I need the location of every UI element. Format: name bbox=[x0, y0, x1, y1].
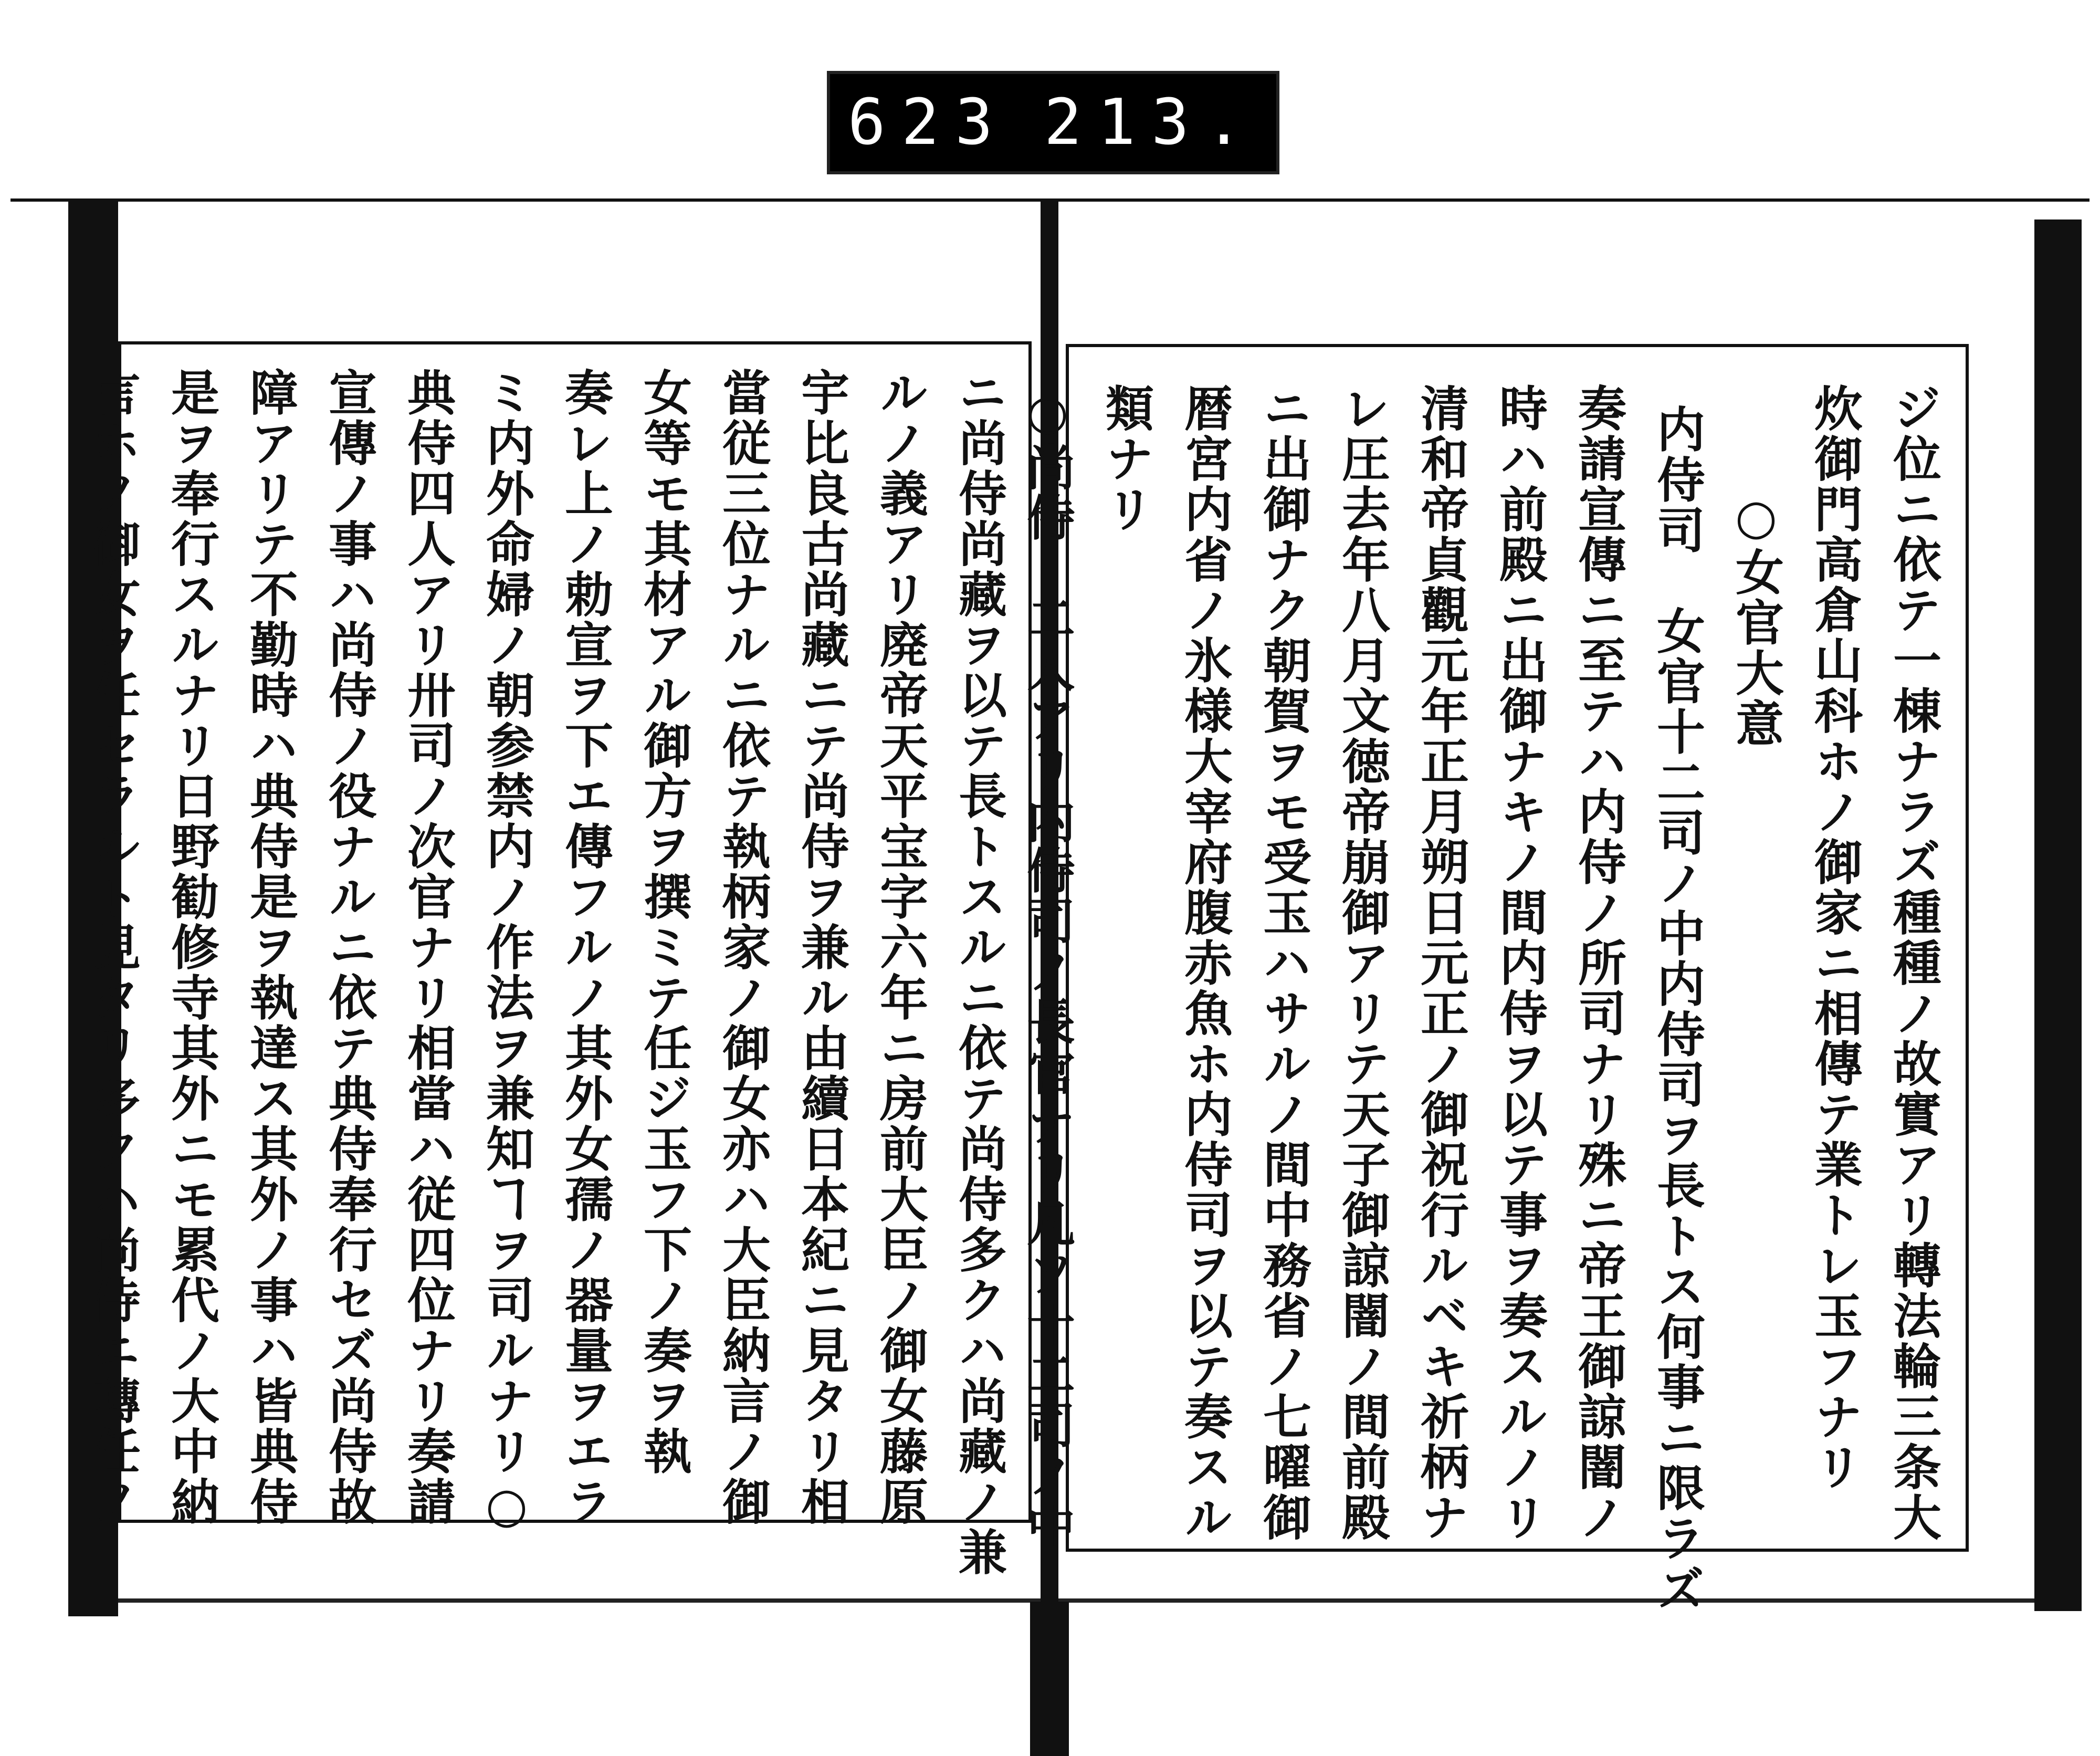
left-column-12: 言ホノ御女ヲ任セラルト見タリ多クハ尚侍ニ轉任ノ bbox=[85, 368, 141, 1527]
right-column-4: 内侍司 女官十二司ノ中内侍司ヲ長トス何事ニ限ラズ bbox=[1649, 404, 1706, 1614]
right-column-9: ニ出御ナク朝賀ヲモ受玉ハサルノ間中務省ノ七曜御 bbox=[1255, 383, 1312, 1543]
specimen-number-plate bbox=[827, 71, 1279, 174]
right-column-11: 類ナリ bbox=[1098, 383, 1154, 535]
right-column-6: 時ハ前殿ニ出御ナキノ間内侍ヲ以テ事ヲ奏スルノリ bbox=[1492, 383, 1548, 1543]
left-column-10: 障アリテ不勤時ハ典侍是ヲ執達ス其外ノ事ハ皆典侍 bbox=[242, 368, 299, 1527]
right-column-8: レ圧去年八月文徳帝崩御アリテ天子御諒闇ノ間前殿 bbox=[1334, 383, 1391, 1543]
left-column-3: 宇比良古尚藏ニテ尚侍ヲ兼ル由續日本紀ニ見タリ相 bbox=[793, 368, 850, 1527]
right-column-5: 奏請宣傳ニ至テハ内侍ノ所司ナリ殊ニ帝王御諒闇ノ bbox=[1570, 383, 1627, 1543]
right-column-10: 暦宮内省ノ氷様大宰府腹赤魚ホ内侍司ヲ以テ奏スル bbox=[1177, 383, 1233, 1543]
left-column-11: 是ヲ奉行スルナリ日野勧修寺其外ニモ累代ノ大中納 bbox=[163, 368, 220, 1527]
right-page-text bbox=[1019, 383, 1953, 1614]
right-book-edge bbox=[2034, 220, 2082, 1611]
left-column-2: ルノ義アリ廃帝天平宝字六年ニ房前大臣ノ御女藤原 bbox=[872, 368, 929, 1527]
left-column-5: 女等モ其材アル御方ヲ撰ミテ任ジ玉フ下ノ奏ヲ執 bbox=[636, 368, 692, 1477]
right-column-7: 清和帝貞觀元年正月朔日元正ノ御祝行ルベキ祈柄ナ bbox=[1413, 383, 1469, 1543]
plate-left-number: 623 bbox=[847, 86, 1009, 159]
left-column-4: 當従三位ナルニ依テ執柄家ノ御女亦ハ大臣納言ノ御 bbox=[715, 368, 771, 1527]
left-column-6: 奏レ上ノ勅宣ヲ下エ傳フルノ其外女孺ノ器量ヲエラ bbox=[557, 368, 614, 1527]
right-section-heading: ○女官大意 bbox=[1728, 488, 1784, 749]
left-page-text bbox=[85, 368, 1018, 1577]
left-column-7: ミ内外命婦ノ朝参禁内ノ作法ヲ兼知ヿヲ司ルナリ○ bbox=[478, 368, 535, 1535]
left-column-8: 典侍四人アリ卅司ノ次官ナリ相當ハ従四位ナリ奏請 bbox=[400, 368, 456, 1527]
plate-right-number: 213. bbox=[1044, 86, 1259, 159]
right-column-1: ジ位ニ依テ一棟ナラズ種種ノ故實アリ轉法輪三条大 bbox=[1885, 383, 1942, 1543]
left-column-1: ニ尚侍尚藏ヲ以テ長トスルニ依テ尚侍多クハ尚藏ノ兼 bbox=[951, 368, 1007, 1577]
right-column-2: 炊御門高倉山科ホノ御家ニ相傳テ業トレ玉フナリ bbox=[1807, 383, 1863, 1492]
center-gutter-base bbox=[1030, 1602, 1069, 1756]
right-column-12: ○尚侍 二人アリ内侍司ノ長官ナリ凡ソ十二司ノ中 bbox=[1019, 383, 1076, 1551]
left-column-9: 宣傳ノ事ハ尚侍ノ役ナルニ依テ典侍奉行セズ尚侍故 bbox=[321, 368, 377, 1527]
